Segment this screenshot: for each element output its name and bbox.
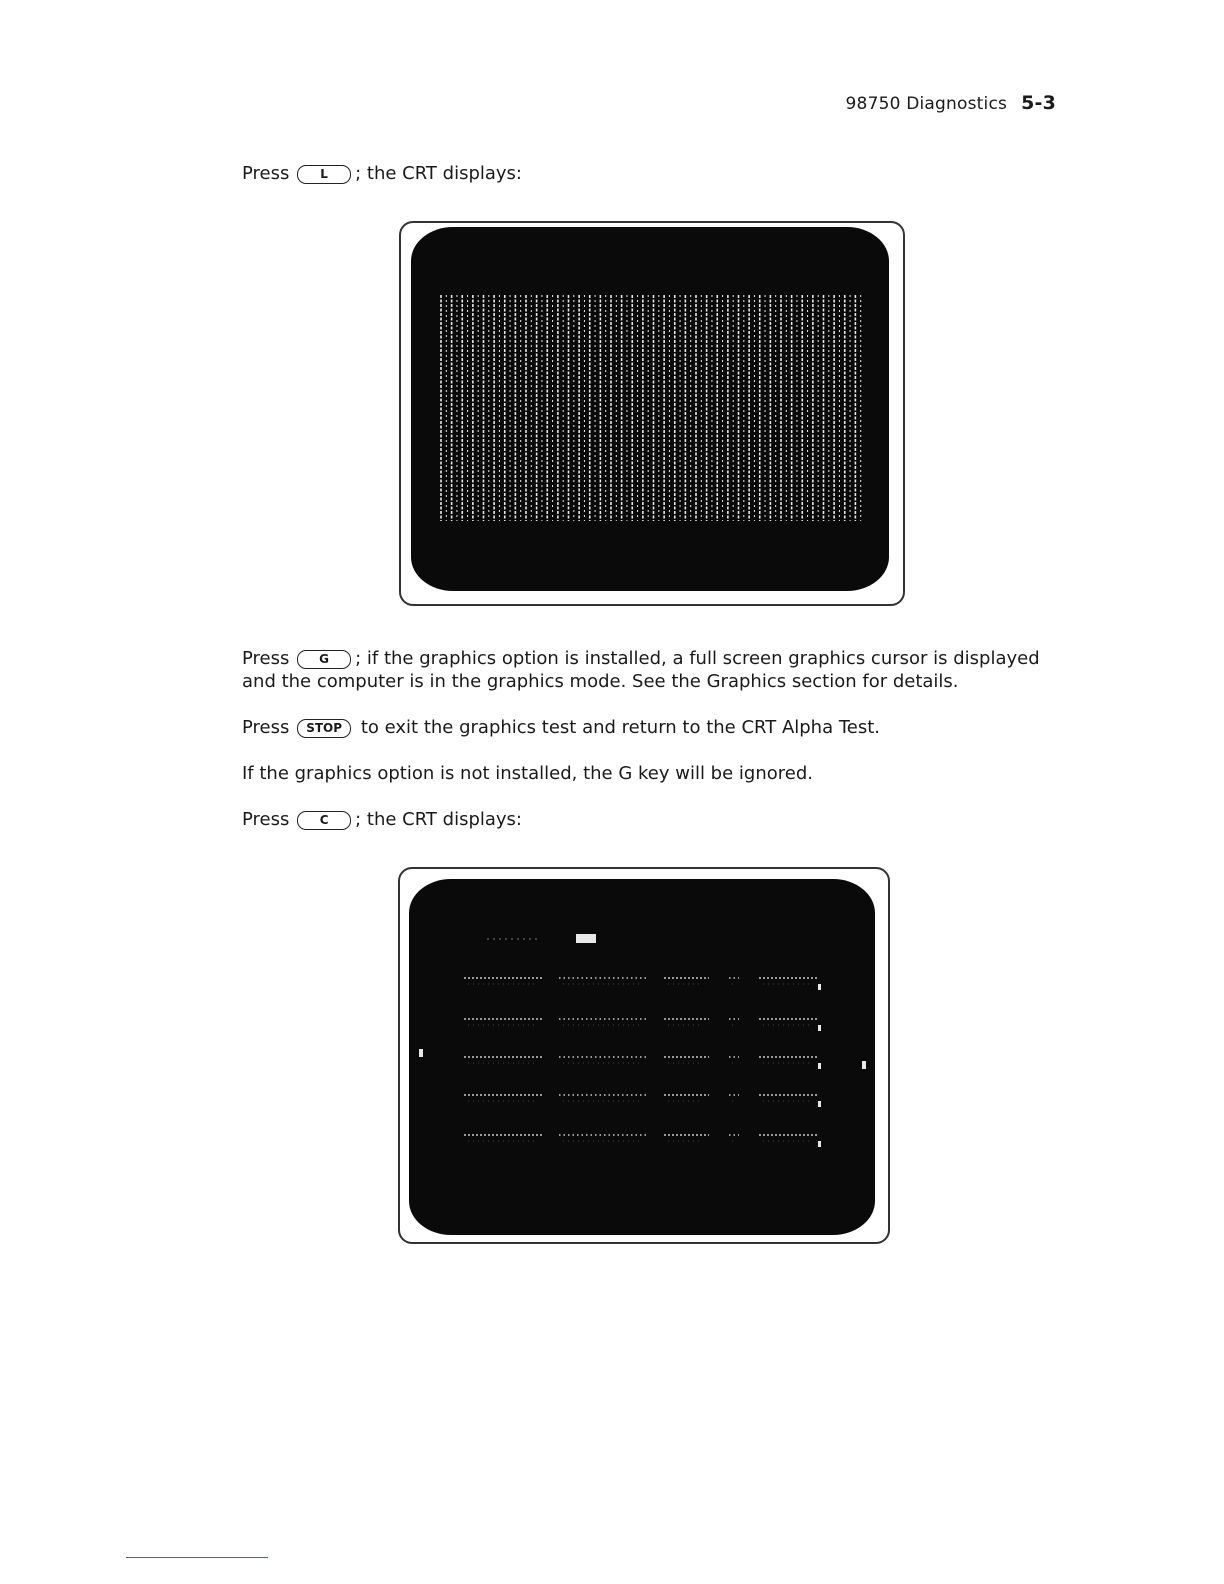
crt-figure-l xyxy=(399,221,905,606)
note-g-key: If the graphics option is not installed, the G key will be ignored. xyxy=(242,763,813,784)
crt-highlight-block xyxy=(576,934,596,943)
instruction-g xyxy=(242,647,1062,693)
instruction-prefix: Press xyxy=(242,809,290,830)
crt-side-marker xyxy=(419,1049,423,1057)
instruction-suffix: ; the CRT displays: xyxy=(355,809,522,830)
instruction-c xyxy=(242,808,1062,831)
crt-column-pattern xyxy=(411,227,889,591)
crt-cursor-mark xyxy=(818,1141,821,1147)
crt-cursor-mark xyxy=(818,1025,821,1031)
instruction-suffix: to exit the graphics test and return to the CRT Alpha Test. xyxy=(360,717,881,738)
crt-figure-c xyxy=(398,867,890,1244)
crt-screen xyxy=(409,879,875,1235)
l-key-icon: L xyxy=(297,165,351,184)
crt-side-marker xyxy=(862,1061,866,1069)
crt-cursor-mark xyxy=(818,1063,821,1069)
g-key-icon: G xyxy=(297,650,351,669)
instruction-stop xyxy=(242,716,1062,739)
instruction-l xyxy=(242,162,1062,185)
section-title: 98750 Diagnostics xyxy=(845,94,1008,114)
crt-cursor-mark xyxy=(818,1101,821,1107)
instruction-suffix: ; the CRT displays: xyxy=(355,163,522,184)
c-key-icon: C xyxy=(297,811,351,830)
instruction-prefix: Press xyxy=(242,163,290,184)
footer-rule xyxy=(126,1557,268,1558)
page-number: 5-3 xyxy=(1021,92,1056,114)
instruction-suffix: ; if the graphics option is installed, a full screen graphics cursor is displayed and the computer is in the graphics mode. See the Graphics section for details. xyxy=(242,648,1040,692)
crt-character-pattern xyxy=(409,879,875,1235)
instruction-prefix: Press xyxy=(242,717,290,738)
instruction-prefix: Press xyxy=(242,648,290,669)
crt-screen xyxy=(411,227,889,591)
crt-cursor-mark xyxy=(818,984,821,990)
running-header xyxy=(846,92,1056,114)
stop-key-icon: STOP xyxy=(297,719,351,738)
